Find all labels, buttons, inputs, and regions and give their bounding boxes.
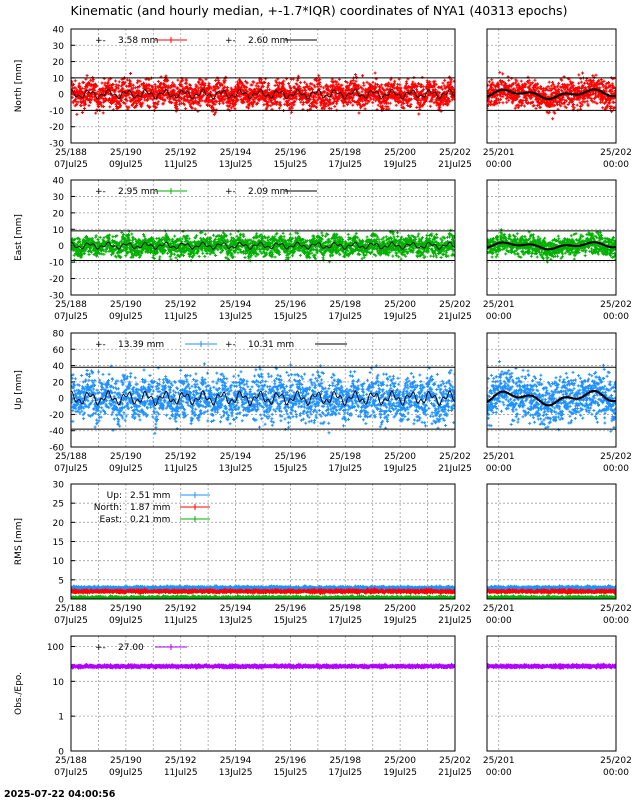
x-tick-date: 00:00 bbox=[603, 464, 629, 474]
x-tick-date: 19Jul25 bbox=[383, 160, 418, 170]
x-tick-label: 25/198 bbox=[329, 756, 362, 766]
y-tick-label: 10 bbox=[52, 225, 64, 236]
x-tick-label: 25/190 bbox=[110, 148, 142, 158]
x-tick-date: 00:00 bbox=[603, 160, 629, 170]
x-tick-date: 19Jul25 bbox=[383, 464, 418, 474]
y-tick-label: 30 bbox=[52, 192, 64, 203]
x-tick-date: 00:00 bbox=[603, 616, 629, 626]
x-tick-date: 09Jul25 bbox=[108, 312, 143, 322]
x-tick-date: 13Jul25 bbox=[218, 616, 253, 626]
x-tick-date: 07Jul25 bbox=[54, 464, 88, 474]
x-tick-label: 25/192 bbox=[164, 604, 197, 614]
x-tick-label: 25/200 bbox=[384, 452, 416, 462]
y-tick-label: -20 bbox=[49, 410, 64, 421]
x-tick-date: 17Jul25 bbox=[328, 616, 363, 626]
x-tick-label: 25/198 bbox=[329, 148, 362, 158]
x-tick-date: 17Jul25 bbox=[328, 160, 363, 170]
series-obs-R bbox=[486, 663, 618, 670]
x-tick-label: 25/188 bbox=[55, 452, 87, 462]
x-tick-label: 25/202 bbox=[439, 756, 471, 766]
x-tick-date: 19Jul25 bbox=[383, 616, 418, 626]
grid-rms bbox=[71, 484, 616, 599]
x-tick-label: 25/200 bbox=[384, 756, 416, 766]
x-tick-label: 25/202 bbox=[600, 604, 632, 614]
x-tick-date: 00:00 bbox=[485, 768, 512, 778]
x-tick-label: 25/196 bbox=[274, 148, 307, 158]
legend-up bbox=[95, 340, 347, 350]
x-tick-date: 21Jul25 bbox=[438, 616, 472, 626]
y-tick-label: -30 bbox=[49, 139, 64, 150]
x-tick-label: 25/192 bbox=[164, 300, 197, 310]
x-tick-date: 07Jul25 bbox=[54, 160, 88, 170]
data-points bbox=[486, 594, 618, 601]
x-tick-date: 15Jul25 bbox=[273, 312, 308, 322]
x-tick-label: 25/202 bbox=[600, 300, 632, 310]
legend-prefix: Up: bbox=[106, 491, 122, 501]
y-tick-label: 0 bbox=[58, 595, 64, 606]
x-tick-label: 25/196 bbox=[274, 756, 307, 766]
chart-title: Kinematic (and hourly median, +-1.7*IQR) coordinates of NYA1 (40313 epochs) bbox=[70, 3, 568, 18]
x-tick-label: 25/196 bbox=[274, 604, 307, 614]
x-tick-date: 21Jul25 bbox=[438, 768, 472, 778]
x-tick-date: 11Jul25 bbox=[163, 464, 198, 474]
panel-east bbox=[14, 177, 632, 323]
x-tick-date: 17Jul25 bbox=[328, 464, 363, 474]
x-tick-label: 25/194 bbox=[219, 604, 252, 614]
x-tick-date: 17Jul25 bbox=[328, 312, 363, 322]
legend-marker: +- bbox=[225, 187, 236, 197]
data-points bbox=[486, 663, 618, 670]
legend-label: 0.21 mm bbox=[130, 515, 171, 525]
x-tick-label: 25/200 bbox=[384, 300, 416, 310]
y-tick-label: 40 bbox=[52, 25, 64, 36]
x-tick-date: 09Jul25 bbox=[108, 160, 143, 170]
data-points bbox=[70, 594, 457, 601]
x-tick-date: 15Jul25 bbox=[273, 616, 308, 626]
x-tick-date: 00:00 bbox=[485, 312, 512, 322]
x-tick-date: 15Jul25 bbox=[273, 464, 308, 474]
y-tick-label: -10 bbox=[49, 106, 64, 117]
x-tick-label: 25/196 bbox=[274, 300, 307, 310]
data-points bbox=[486, 228, 618, 263]
x-tick-label: 25/190 bbox=[110, 300, 142, 310]
legend-marker: +- bbox=[95, 187, 106, 197]
x-tick-label: 25/202 bbox=[439, 148, 471, 158]
frame-right bbox=[487, 636, 616, 751]
x-tick-date: 11Jul25 bbox=[163, 768, 198, 778]
x-tick-label: 25/192 bbox=[164, 756, 197, 766]
legend-prefix: East: bbox=[99, 515, 122, 525]
legend-marker: +- bbox=[225, 36, 236, 46]
x-tick-date: 21Jul25 bbox=[438, 160, 472, 170]
y-tick-label: -30 bbox=[49, 291, 64, 302]
x-tick-date: 13Jul25 bbox=[218, 160, 253, 170]
legend-north bbox=[95, 36, 317, 46]
y-tick-label: -20 bbox=[49, 123, 64, 134]
x-tick-date: 09Jul25 bbox=[108, 616, 143, 626]
y-tick-label: 5 bbox=[58, 576, 64, 587]
y-tick-label: 10 bbox=[52, 557, 64, 568]
x-tick-date: 21Jul25 bbox=[438, 464, 472, 474]
legend-marker: +- bbox=[95, 36, 106, 46]
x-tick-label: 25/190 bbox=[110, 604, 142, 614]
x-tick-label: 25/202 bbox=[600, 148, 632, 158]
series-up-R bbox=[486, 360, 618, 433]
panel-north bbox=[14, 26, 632, 171]
legend-label: 2.09 mm bbox=[248, 187, 289, 197]
x-tick-date: 13Jul25 bbox=[218, 464, 253, 474]
y-axis-label: Obs./Epo. bbox=[14, 672, 24, 715]
x-tick-date: 09Jul25 bbox=[108, 768, 143, 778]
x-tick-label: 25/200 bbox=[384, 148, 416, 158]
y-axis-label: Up [mm] bbox=[14, 370, 24, 410]
x-tick-date: 00:00 bbox=[603, 768, 629, 778]
legend-label: 10.31 mm bbox=[248, 340, 295, 350]
y-tick-label: -40 bbox=[49, 427, 64, 438]
x-tick-label: 25/192 bbox=[164, 452, 197, 462]
y-tick-label: 25 bbox=[52, 499, 64, 510]
x-tick-date: 00:00 bbox=[485, 616, 512, 626]
x-tick-date: 07Jul25 bbox=[54, 768, 88, 778]
x-tick-date: 00:00 bbox=[603, 312, 629, 322]
y-tick-label: 10 bbox=[52, 74, 64, 85]
x-tick-date: 11Jul25 bbox=[163, 160, 198, 170]
x-tick-date: 15Jul25 bbox=[273, 160, 308, 170]
y-tick-label: 1 bbox=[58, 712, 64, 723]
x-tick-label: 25/188 bbox=[55, 300, 87, 310]
y-tick-label: 100 bbox=[46, 642, 64, 653]
grid-obs bbox=[71, 636, 616, 751]
y-tick-label: 10 bbox=[52, 677, 64, 688]
y-axis-label: RMS [mm] bbox=[14, 517, 24, 566]
y-tick-label: 20 bbox=[52, 58, 64, 69]
legend-marker: +- bbox=[225, 340, 236, 350]
x-tick-label: 25/194 bbox=[219, 452, 252, 462]
panel-up bbox=[14, 330, 632, 475]
legend-marker: +- bbox=[95, 340, 106, 350]
x-tick-date: 07Jul25 bbox=[54, 616, 88, 626]
x-tick-label: 25/192 bbox=[164, 148, 197, 158]
timestamp: 2025-07-22 04:00:56 bbox=[4, 789, 116, 800]
x-tick-label: 25/190 bbox=[110, 452, 142, 462]
x-tick-date: 00:00 bbox=[485, 464, 512, 474]
x-tick-date: 13Jul25 bbox=[218, 768, 253, 778]
y-tick-label: 40 bbox=[52, 176, 64, 187]
x-tick-label: 25/188 bbox=[55, 604, 87, 614]
legend-east bbox=[95, 187, 317, 197]
data-points bbox=[486, 360, 618, 433]
x-tick-date: 11Jul25 bbox=[163, 616, 198, 626]
x-tick-label: 25/194 bbox=[219, 756, 252, 766]
legend-label: 1.87 mm bbox=[130, 503, 171, 513]
x-tick-label: 25/201 bbox=[482, 604, 515, 614]
x-tick-date: 09Jul25 bbox=[108, 464, 143, 474]
y-tick-label: 0 bbox=[58, 90, 64, 101]
x-tick-label: 25/200 bbox=[384, 604, 416, 614]
legend-label: 13.39 mm bbox=[118, 340, 165, 350]
x-tick-date: 21Jul25 bbox=[438, 312, 472, 322]
series-east-L bbox=[70, 594, 457, 601]
y-tick-label: 80 bbox=[52, 329, 64, 340]
chart-panels bbox=[14, 26, 632, 779]
x-tick-label: 25/198 bbox=[329, 452, 362, 462]
x-tick-label: 25/201 bbox=[482, 452, 515, 462]
x-tick-date: 19Jul25 bbox=[383, 312, 418, 322]
y-tick-label: -20 bbox=[49, 275, 64, 286]
x-tick-date: 00:00 bbox=[485, 160, 512, 170]
y-axis-label: North [mm] bbox=[14, 59, 24, 113]
y-tick-label: 0 bbox=[58, 747, 64, 758]
panel-obs bbox=[14, 636, 632, 778]
series-east-R bbox=[486, 594, 618, 601]
x-tick-label: 25/202 bbox=[600, 756, 632, 766]
y-tick-label: -10 bbox=[49, 258, 64, 269]
x-tick-date: 11Jul25 bbox=[163, 312, 198, 322]
x-tick-label: 25/188 bbox=[55, 756, 87, 766]
x-tick-label: 25/202 bbox=[600, 452, 632, 462]
x-tick-label: 25/194 bbox=[219, 148, 252, 158]
x-tick-date: 17Jul25 bbox=[328, 768, 363, 778]
y-tick-label: 60 bbox=[52, 345, 64, 356]
y-tick-label: 30 bbox=[52, 480, 64, 491]
x-tick-label: 25/198 bbox=[329, 604, 362, 614]
y-tick-label: -60 bbox=[49, 443, 64, 454]
legend-label: 27.00 bbox=[118, 643, 144, 653]
x-tick-label: 25/201 bbox=[482, 148, 515, 158]
x-tick-date: 13Jul25 bbox=[218, 312, 253, 322]
panel-rms bbox=[14, 481, 632, 627]
y-tick-label: 40 bbox=[52, 362, 64, 373]
x-tick-label: 25/201 bbox=[482, 300, 515, 310]
y-tick-label: 0 bbox=[58, 394, 64, 405]
legend-obs bbox=[95, 643, 187, 653]
y-tick-label: 15 bbox=[52, 538, 64, 548]
x-tick-label: 25/196 bbox=[274, 452, 307, 462]
x-tick-date: 07Jul25 bbox=[54, 312, 88, 322]
legend-label: 2.60 mm bbox=[248, 36, 289, 46]
legend-label: 2.95 mm bbox=[118, 187, 159, 197]
y-axis-label: East [mm] bbox=[14, 214, 24, 261]
x-tick-label: 25/188 bbox=[55, 148, 87, 158]
y-tick-label: 20 bbox=[52, 378, 64, 389]
x-tick-label: 25/194 bbox=[219, 300, 252, 310]
legend-prefix: North: bbox=[93, 503, 122, 513]
y-tick-label: 30 bbox=[52, 41, 64, 52]
legend-rms bbox=[94, 491, 210, 525]
legend-label: 3.58 mm bbox=[118, 36, 159, 46]
x-tick-label: 25/201 bbox=[482, 756, 515, 766]
y-tick-label: 20 bbox=[52, 518, 64, 529]
legend-marker: +- bbox=[95, 643, 106, 653]
x-tick-date: 15Jul25 bbox=[273, 768, 308, 778]
x-tick-label: 25/190 bbox=[110, 756, 142, 766]
legend-label: 2.51 mm bbox=[130, 491, 171, 501]
series-east-R bbox=[486, 228, 618, 263]
x-tick-date: 19Jul25 bbox=[383, 768, 418, 778]
y-tick-label: 0 bbox=[58, 242, 64, 253]
x-tick-label: 25/198 bbox=[329, 300, 362, 310]
y-tick-label: 20 bbox=[52, 209, 64, 220]
x-tick-label: 25/202 bbox=[439, 604, 471, 614]
x-tick-label: 25/202 bbox=[439, 300, 471, 310]
x-tick-label: 25/202 bbox=[439, 452, 471, 462]
